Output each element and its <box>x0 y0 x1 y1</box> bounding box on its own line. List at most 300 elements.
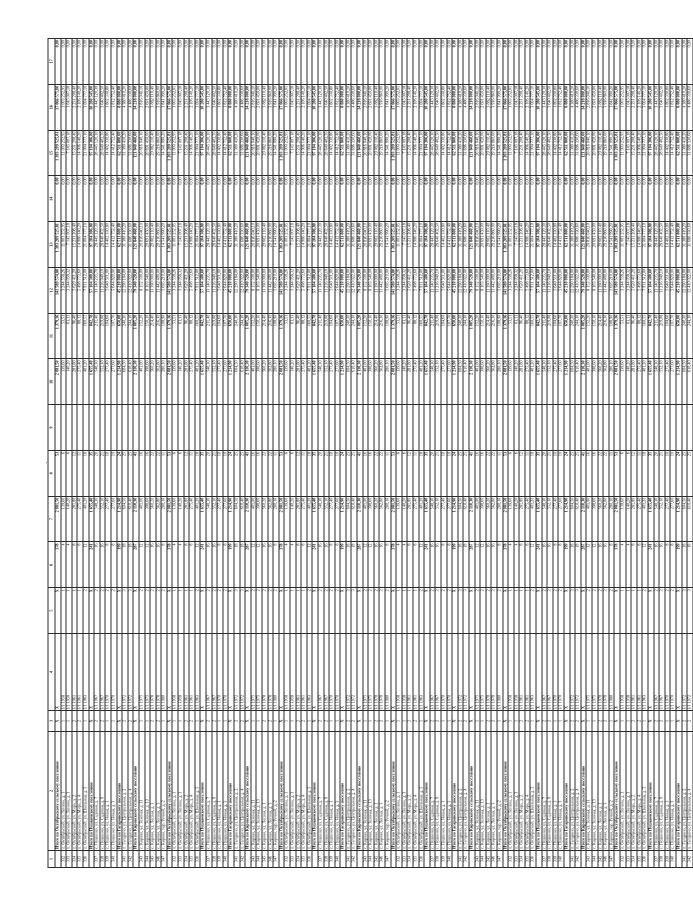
table-cell: 1 003 252,95 <box>508 84 514 130</box>
table-cell: 79 340 520,00 <box>469 267 475 313</box>
table-cell: 1 303 209 525,81 <box>55 222 61 268</box>
table-cell: п. Гагарино, ул. Центральная, д. 4 <box>128 732 134 851</box>
table-cell: 53,51 <box>508 313 514 359</box>
table-cell: 1 <box>447 711 453 732</box>
table-cell: 28 445 120,30 <box>206 222 212 268</box>
table-cell: 2 <box>240 711 246 732</box>
table-cell: I/1 1967 <box>100 634 106 711</box>
table-cell: 0,00 <box>626 39 632 85</box>
table-cell: 0,00 <box>290 176 296 222</box>
table-cell: 25 <box>463 450 469 496</box>
table-cell: 0,00 <box>184 39 190 85</box>
table-cell: 277,40 <box>217 359 223 405</box>
table-cell: 2 110,30 <box>245 496 251 542</box>
table-cell: 2 <box>150 588 156 634</box>
table-cell: 0,00 <box>167 39 173 85</box>
table-cell: 18 <box>463 542 469 588</box>
table-cell: 341 <box>346 851 352 868</box>
table-cell: 6 <box>620 450 626 496</box>
table-cell: 29 082 110,40 <box>598 222 604 268</box>
table-cell: 57 104 300,00 <box>536 267 542 313</box>
table-cell: X <box>676 711 682 732</box>
table-cell: Итого по Пушкинскому поселению <box>424 732 430 851</box>
table-cell: 24 <box>228 450 234 496</box>
table-cell: 8 103 540,00 <box>480 267 486 313</box>
table-cell: 139,60 <box>284 359 290 405</box>
table-cell: 2 231 208,40 <box>296 84 302 130</box>
table-cell: 0,00 <box>329 39 335 85</box>
table-cell: 0,00 <box>374 39 380 85</box>
table-cell: 11 390 000,00 <box>486 267 492 313</box>
table-cell: 1 <box>217 711 223 732</box>
table-cell: 277,40 <box>665 359 671 405</box>
table-cell: 1 045 007,18 <box>290 84 296 130</box>
table-cell: 15 231 208,40 <box>72 130 78 176</box>
table-cell: 0,00 <box>72 39 78 85</box>
table-cell: 53,51 <box>172 313 178 359</box>
table-cell: 11 003 252,95 <box>172 222 178 268</box>
table-cell: с. Кирово, ул. Лесная, д. 1 <box>150 732 156 851</box>
table-cell: 140,20 <box>290 496 296 542</box>
table-cell: 0,00 <box>497 176 503 222</box>
table-cell: 0,00 <box>312 39 318 85</box>
table-cell: 150,10 <box>480 313 486 359</box>
table-cell: 14 906 140,20 <box>301 222 307 268</box>
table-cell: с. Кирово, ул. Зеленая, д. 13 <box>480 732 486 851</box>
table-cell: 2 <box>659 588 665 634</box>
table-cell: 11 140 235,70 <box>206 267 212 313</box>
table-cell: I/1 1978 <box>268 634 274 711</box>
table-cell: 3 445 120,30 <box>318 84 324 130</box>
table-cell: 0,00 <box>581 176 587 222</box>
table-cell: 10 280 545,00 <box>89 84 95 130</box>
table-cell: X <box>357 588 363 634</box>
table-cell: с. Пушкино, ул. Новая, д. 1 <box>553 732 559 851</box>
table-cell: X <box>200 711 206 732</box>
table-cell: 5 644 820,00 <box>335 267 341 313</box>
table-cell: X <box>581 588 587 634</box>
table-cell: 340 <box>111 851 117 868</box>
table-cell: 88,12 <box>77 313 83 359</box>
table-cell: п. Октябрьский, ул. Школьная, д. 5 <box>83 732 89 851</box>
table-cell: 53 <box>167 450 173 496</box>
table-cell: 0,00 <box>558 39 564 85</box>
table-cell: 28 445 120,30 <box>94 130 100 176</box>
table-cell: 31 380 410,20 <box>570 130 576 176</box>
table-cell: 15 231 208,40 <box>296 222 302 268</box>
table-cell: 14 412 752,40 <box>558 222 564 268</box>
table-cell: I/1 1958 <box>178 634 184 711</box>
table-cell: 3 <box>240 588 246 634</box>
table-cell: X <box>55 588 61 634</box>
table-cell: 53,51 <box>284 313 290 359</box>
table-cell: 275,40 <box>413 359 419 405</box>
table-cell: 1 655,40 <box>424 496 430 542</box>
table-cell: 12 <box>530 542 536 588</box>
table-cell: 88,12 <box>525 313 531 359</box>
table-cell: 0,00 <box>452 39 458 85</box>
table-cell: 2 <box>553 588 559 634</box>
table-cell: 2 081,50 <box>55 359 61 405</box>
table-cell: 3 <box>128 588 134 634</box>
table-cell: 842,78 <box>424 313 430 359</box>
table-cell: 25 <box>351 450 357 496</box>
table-cell: 11 003 252,95 <box>396 130 402 176</box>
table-cell: 15 231 208,40 <box>631 130 637 176</box>
column-number-cell: 5 <box>48 588 55 634</box>
table-cell: 12 <box>592 542 598 588</box>
table-cell: 0,00 <box>419 39 425 85</box>
table-cell: 12 <box>139 542 145 588</box>
table-cell: 2 <box>77 711 83 732</box>
table-cell: 0,00 <box>256 39 262 85</box>
table-cell: 61,11 <box>402 313 408 359</box>
table-cell: 14 906 140,20 <box>525 222 531 268</box>
table-cell: с. Кирово, ул. Зеленая, д. 13 <box>256 732 262 851</box>
table-cell: 10 280 545,00 <box>312 84 318 130</box>
table-cell: 14 402 330,80 <box>441 130 447 176</box>
table-cell: 12 <box>72 450 78 496</box>
table-cell: 0,00 <box>206 176 212 222</box>
table-cell: 7 931 512,00 <box>83 267 89 313</box>
table-cell: 0,00 <box>379 176 385 222</box>
table-cell: 12 410 022,00 <box>240 267 246 313</box>
table-cell: 401,20 <box>530 359 536 405</box>
table-cell: 842,78 <box>200 313 206 359</box>
table-cell: 1 379,16 <box>167 313 173 359</box>
table-cell: 20 691 450,00 <box>145 222 151 268</box>
table-cell: 0,00 <box>139 39 145 85</box>
table-cell: 31 380 410,20 <box>234 222 240 268</box>
table-cell: 2 <box>335 588 341 634</box>
table-cell: 0,00 <box>256 176 262 222</box>
table-cell: 8 <box>105 542 111 588</box>
table-cell: 1 <box>553 711 559 732</box>
table-cell: 280,10 <box>273 359 279 405</box>
table-cell: 333 <box>626 851 632 868</box>
table-cell: 2 110,30 <box>357 359 363 405</box>
table-cell: 62 511 800,00 <box>117 130 123 176</box>
table-cell: 20 691 450,00 <box>368 130 374 176</box>
column-number-cell: 17 <box>48 39 55 85</box>
table-cell: 61,11 <box>514 313 520 359</box>
table-cell: 3 916 860,00 <box>603 84 609 130</box>
table-cell: 1 <box>178 588 184 634</box>
table-cell: 18 <box>128 542 134 588</box>
table-cell: 0,00 <box>262 39 268 85</box>
table-cell: Итого по Кировскому сельскому поселению <box>581 732 587 851</box>
table-cell: 604,50 <box>346 496 352 542</box>
table-cell: 2 <box>586 588 592 634</box>
table-cell: 0,00 <box>94 39 100 85</box>
table-cell: 1 <box>514 588 520 634</box>
table-cell: 0,00 <box>329 176 335 222</box>
table-cell: 160,55 <box>642 313 648 359</box>
table-cell: 16 <box>430 542 436 588</box>
table-cell: с. Кирово, ул. Лесная, д. 1 <box>374 732 380 851</box>
table-cell: 7 145 007,18 <box>402 222 408 268</box>
table-cell: 15 231 208,40 <box>519 130 525 176</box>
table-cell: 8 080 000,00 <box>676 84 682 130</box>
table-cell: 24 <box>564 450 570 496</box>
table-cell: 35 <box>200 450 206 496</box>
table-cell: 8 <box>385 542 391 588</box>
table-cell: 0,00 <box>503 176 509 222</box>
table-cell: 62 511 800,00 <box>676 222 682 268</box>
table-cell: 11 <box>637 450 643 496</box>
table-cell: 0,00 <box>475 176 481 222</box>
table-cell: 14 906 140,20 <box>301 130 307 176</box>
table-cell: 335 <box>525 851 531 868</box>
table-cell: 1 003 252,95 <box>396 84 402 130</box>
table-cell: 1 045 007,18 <box>178 84 184 130</box>
table-cell: 401,20 <box>642 496 648 542</box>
table-cell: 0,00 <box>463 176 469 222</box>
table-cell: 28 445 120,30 <box>94 222 100 268</box>
table-cell: 14 906 140,20 <box>413 130 419 176</box>
table-cell: 1 <box>525 588 531 634</box>
table-cell: X <box>469 711 475 732</box>
table-cell: 1 <box>256 711 262 732</box>
table-cell: 1 303 209 525,81 <box>167 222 173 268</box>
table-cell: 2 <box>575 711 581 732</box>
table-cell: 1 005,20 <box>245 313 251 359</box>
table-cell: 11 003 252,95 <box>508 222 514 268</box>
table-cell: 31 686 330,60 <box>351 222 357 268</box>
table-cell: 277,40 <box>553 359 559 405</box>
table-cell: 0,00 <box>396 176 402 222</box>
table-cell: 22 <box>598 450 604 496</box>
table-cell: 8 103 540,00 <box>368 267 374 313</box>
table-cell: 3 <box>122 588 128 634</box>
table-cell: 345 <box>598 851 604 868</box>
table-cell: 21 <box>100 450 106 496</box>
table-cell: 1 <box>497 711 503 732</box>
table-cell: 1 379,16 <box>614 313 620 359</box>
table-cell: 0,00 <box>122 176 128 222</box>
table-cell: 0,00 <box>385 39 391 85</box>
table-cell: 1 655,40 <box>200 496 206 542</box>
table-cell: I/1 1961 <box>301 634 307 711</box>
table-cell: 11 003 252,95 <box>620 222 626 268</box>
table-cell: 240,30 <box>458 313 464 359</box>
table-cell: 332 <box>61 851 67 868</box>
table-cell: п. Октябрьский, ул. Школьная, д. 5 <box>530 732 536 851</box>
table-cell: 139,60 <box>284 496 290 542</box>
table-cell: с. Пушкино, ул. Новая, д. 3 <box>223 732 229 851</box>
table-cell: 31 380 410,20 <box>346 130 352 176</box>
table-cell: 338 <box>547 851 553 868</box>
table-cell: 287 <box>357 542 363 588</box>
register-sheet <box>48 38 692 868</box>
table-cell: 0,00 <box>620 39 626 85</box>
table-cell: 4 486 330,60 <box>128 84 134 130</box>
table-cell: 1 005,20 <box>133 313 139 359</box>
table-cell: I/1 1978 <box>374 634 380 711</box>
table-cell: 2 <box>435 711 441 732</box>
table-cell: 12 <box>419 542 425 588</box>
table-cell: 1 303 209 525,81 <box>503 222 509 268</box>
table-cell: 548,30 <box>542 359 548 405</box>
table-cell: 2 <box>189 711 195 732</box>
table-cell: 0,00 <box>284 176 290 222</box>
table-cell: 0,00 <box>575 39 581 85</box>
table-cell: 2 <box>475 588 481 634</box>
table-cell: 1 <box>396 588 402 634</box>
table-cell: 1 303 209 525,81 <box>167 130 173 176</box>
table-cell: X <box>648 634 654 711</box>
table-cell: 338 <box>324 851 330 868</box>
table-cell: 0,00 <box>491 39 497 85</box>
table-cell: 1 <box>145 711 151 732</box>
table-cell: 25 <box>128 450 134 496</box>
table-cell: 2 081,50 <box>503 359 509 405</box>
table-cell: 214,40 <box>486 313 492 359</box>
table-cell: 0,00 <box>676 39 682 85</box>
table-cell: 21 004 777,10 <box>419 130 425 176</box>
table-cell: 97 104 306,80 <box>536 130 542 176</box>
table-cell: 3 004 777,10 <box>307 84 313 130</box>
table-cell: 7 145 007,18 <box>514 130 520 176</box>
table-cell: 0,00 <box>195 176 201 222</box>
table-cell: 1 <box>620 711 626 732</box>
table-cell: 1 <box>508 711 514 732</box>
table-cell: 604,50 <box>682 496 688 542</box>
table-cell: 45 210 000,00 <box>117 267 123 313</box>
table-cell: 281,80 <box>72 496 78 542</box>
table-cell: 35 <box>536 450 542 496</box>
table-cell: 0,00 <box>586 176 592 222</box>
table-cell: 560,20 <box>486 359 492 405</box>
table-cell: 3 004 777,10 <box>195 84 201 130</box>
table-cell: I/1 1958 <box>626 634 632 711</box>
table-cell: 1 <box>368 711 374 732</box>
table-cell: 29 216 860,00 <box>268 222 274 268</box>
table-cell: 139,60 <box>61 359 67 405</box>
table-cell: 2 081,50 <box>55 496 61 542</box>
table-cell: 0,00 <box>525 39 531 85</box>
table-cell: 0,00 <box>486 176 492 222</box>
table-cell: 57 104 300,00 <box>200 267 206 313</box>
table-cell: 14 402 330,80 <box>329 222 335 268</box>
table-cell: 401,00 <box>251 359 257 405</box>
table-cell: 0,00 <box>682 176 688 222</box>
table-cell: 346 <box>379 851 385 868</box>
table-cell: 0,00 <box>676 176 682 222</box>
table-cell: 15 231 208,40 <box>184 130 190 176</box>
table-cell: 0,00 <box>379 39 385 85</box>
table-cell: 21 <box>435 450 441 496</box>
table-cell: 0,00 <box>402 176 408 222</box>
table-cell: 5 640 511,00 <box>329 267 335 313</box>
table-cell: п. Октябрьский, ул. Мира, д. 4 <box>301 732 307 851</box>
table-cell: 62 511 800,00 <box>228 222 234 268</box>
column-number-cell: 3 <box>48 711 55 732</box>
table-cell: 334 <box>407 851 413 868</box>
table-cell: 0,00 <box>363 176 369 222</box>
table-cell: п. Гагарино, ул. Центральная, д. 2 <box>346 732 352 851</box>
table-cell: 2 081,50 <box>614 496 620 542</box>
table-cell: 2 081,50 <box>391 359 397 405</box>
table-cell: I/1 1967 <box>94 634 100 711</box>
table-cell: 398,60 <box>592 359 598 405</box>
table-cell: 562,80 <box>156 359 162 405</box>
table-cell: 96,40 <box>72 313 78 359</box>
table-cell: 11 140 235,70 <box>94 267 100 313</box>
table-cell: 104,60 <box>665 313 671 359</box>
table-cell: 1 841 990,20 <box>161 84 167 130</box>
table-cell: 4 380 410,20 <box>122 84 128 130</box>
table-cell: 1 005,20 <box>469 313 475 359</box>
table-cell: 0,00 <box>553 39 559 85</box>
table-cell: 18 <box>83 450 89 496</box>
table-cell: X <box>245 711 251 732</box>
table-cell: 10 <box>558 450 564 496</box>
table-cell: 241 <box>536 542 542 588</box>
table-cell: с. Кирово, ул. Лесная, д. 1 <box>262 732 268 851</box>
table-cell: 141 589 574,80 <box>55 267 61 313</box>
table-cell: X <box>452 588 458 634</box>
table-cell: 401,20 <box>307 359 313 405</box>
table-cell: I/1 1975 <box>592 634 598 711</box>
table-cell: 0,00 <box>570 176 576 222</box>
table-cell: 2 110,30 <box>469 496 475 542</box>
table-cell: 401,20 <box>83 359 89 405</box>
table-cell: 29 216 860,00 <box>379 130 385 176</box>
table-cell: 560,20 <box>486 496 492 542</box>
table-cell: 11 <box>497 450 503 496</box>
table-cell: X <box>312 588 318 634</box>
table-cell: I/1 1961 <box>413 634 419 711</box>
table-cell: 8 <box>77 542 83 588</box>
table-cell: Итого по Октябрьскому сельскому поселению <box>167 732 173 851</box>
table-cell: I/1 1970 <box>558 634 564 711</box>
table-cell: 332 <box>172 851 178 868</box>
table-cell: 140,20 <box>402 359 408 405</box>
table-cell: I/1 1972 <box>122 634 128 711</box>
table-cell: 31 686 330,60 <box>687 130 693 176</box>
table-cell: 7 145 007,18 <box>66 130 72 176</box>
table-cell: 3 004 777,10 <box>419 84 425 130</box>
table-cell: 152,20 <box>251 313 257 359</box>
table-cell: 0,00 <box>614 39 620 85</box>
table-cell: п. Октябрьский, ул. Ленина, д. 1 <box>284 732 290 851</box>
table-cell: 0,00 <box>284 39 290 85</box>
table-cell: 12 <box>296 450 302 496</box>
table-cell: 338 <box>212 851 218 868</box>
table-cell: 2 <box>100 711 106 732</box>
table-cell: 0,00 <box>94 176 100 222</box>
table-cell: X <box>536 588 542 634</box>
table-cell: 45 210 000,00 <box>340 267 346 313</box>
table-cell: 2 110,30 <box>245 359 251 405</box>
table-cell: 61,11 <box>290 313 296 359</box>
table-cell: 29 082 110,40 <box>374 130 380 176</box>
table-cell: 337 <box>430 851 436 868</box>
table-cell: 275,40 <box>413 496 419 542</box>
table-cell: 152,20 <box>139 313 145 359</box>
table-cell: 1 <box>172 588 178 634</box>
table-cell: 97 104 306,80 <box>89 130 95 176</box>
table-cell: 0,00 <box>648 39 654 85</box>
table-cell: 108,90 <box>609 313 615 359</box>
table-cell: 341 <box>682 851 688 868</box>
table-cell: 548,30 <box>430 496 436 542</box>
table-cell: 2 <box>94 588 100 634</box>
table-cell: 277,40 <box>105 496 111 542</box>
table-cell: 336 <box>83 851 89 868</box>
table-cell: 2 <box>547 588 553 634</box>
